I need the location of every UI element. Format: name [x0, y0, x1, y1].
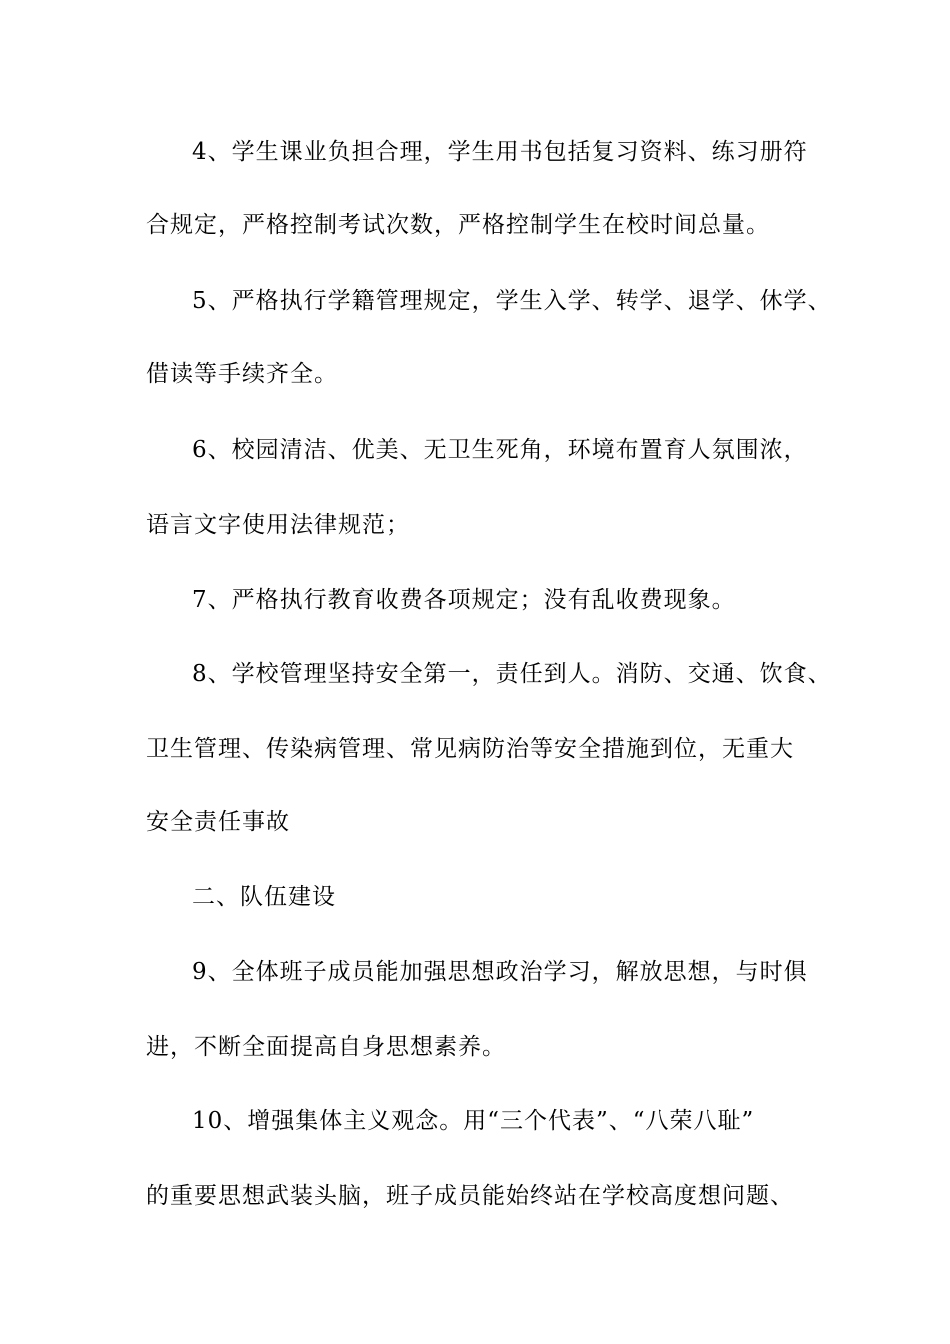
text-line: 9、全体班子成员能加强思想政治学习，解放思想，与时俱: [192, 959, 808, 985]
text-line: 的重要思想武装头脑，班子成员能始终站在学校高度想问题、: [146, 1183, 794, 1209]
text-line: 安全责任事故: [146, 809, 290, 835]
text-line: 4、学生课业负担合理，学生用书包括复习资料、练习册符: [192, 139, 808, 165]
text-line: 借读等手续齐全。: [146, 361, 338, 387]
text-line: 5、严格执行学籍管理规定，学生入学、转学、退学、休学、: [192, 288, 832, 314]
text-line: 10、增强集体主义观念。用“三个代表”、“八荣八耻”: [192, 1108, 755, 1134]
text-line: 合规定，严格控制考试次数，严格控制学生在校时间总量。: [146, 212, 770, 238]
text-line: 语言文字使用法律规范；: [146, 512, 410, 538]
text-line: 进，不断全面提高自身思想素养。: [146, 1034, 506, 1060]
text-line: 卫生管理、传染病管理、常见病防治等安全措施到位，无重大: [146, 736, 794, 762]
text-line: 7、严格执行教育收费各项规定；没有乱收费现象。: [192, 587, 736, 613]
section-heading: 二、队伍建设: [192, 884, 336, 910]
text-line: 8、学校管理坚持安全第一，责任到人。消防、交通、饮食、: [192, 661, 832, 687]
text-line: 6、校园清洁、优美、无卫生死角，环境布置育人氛围浓，: [192, 437, 808, 463]
